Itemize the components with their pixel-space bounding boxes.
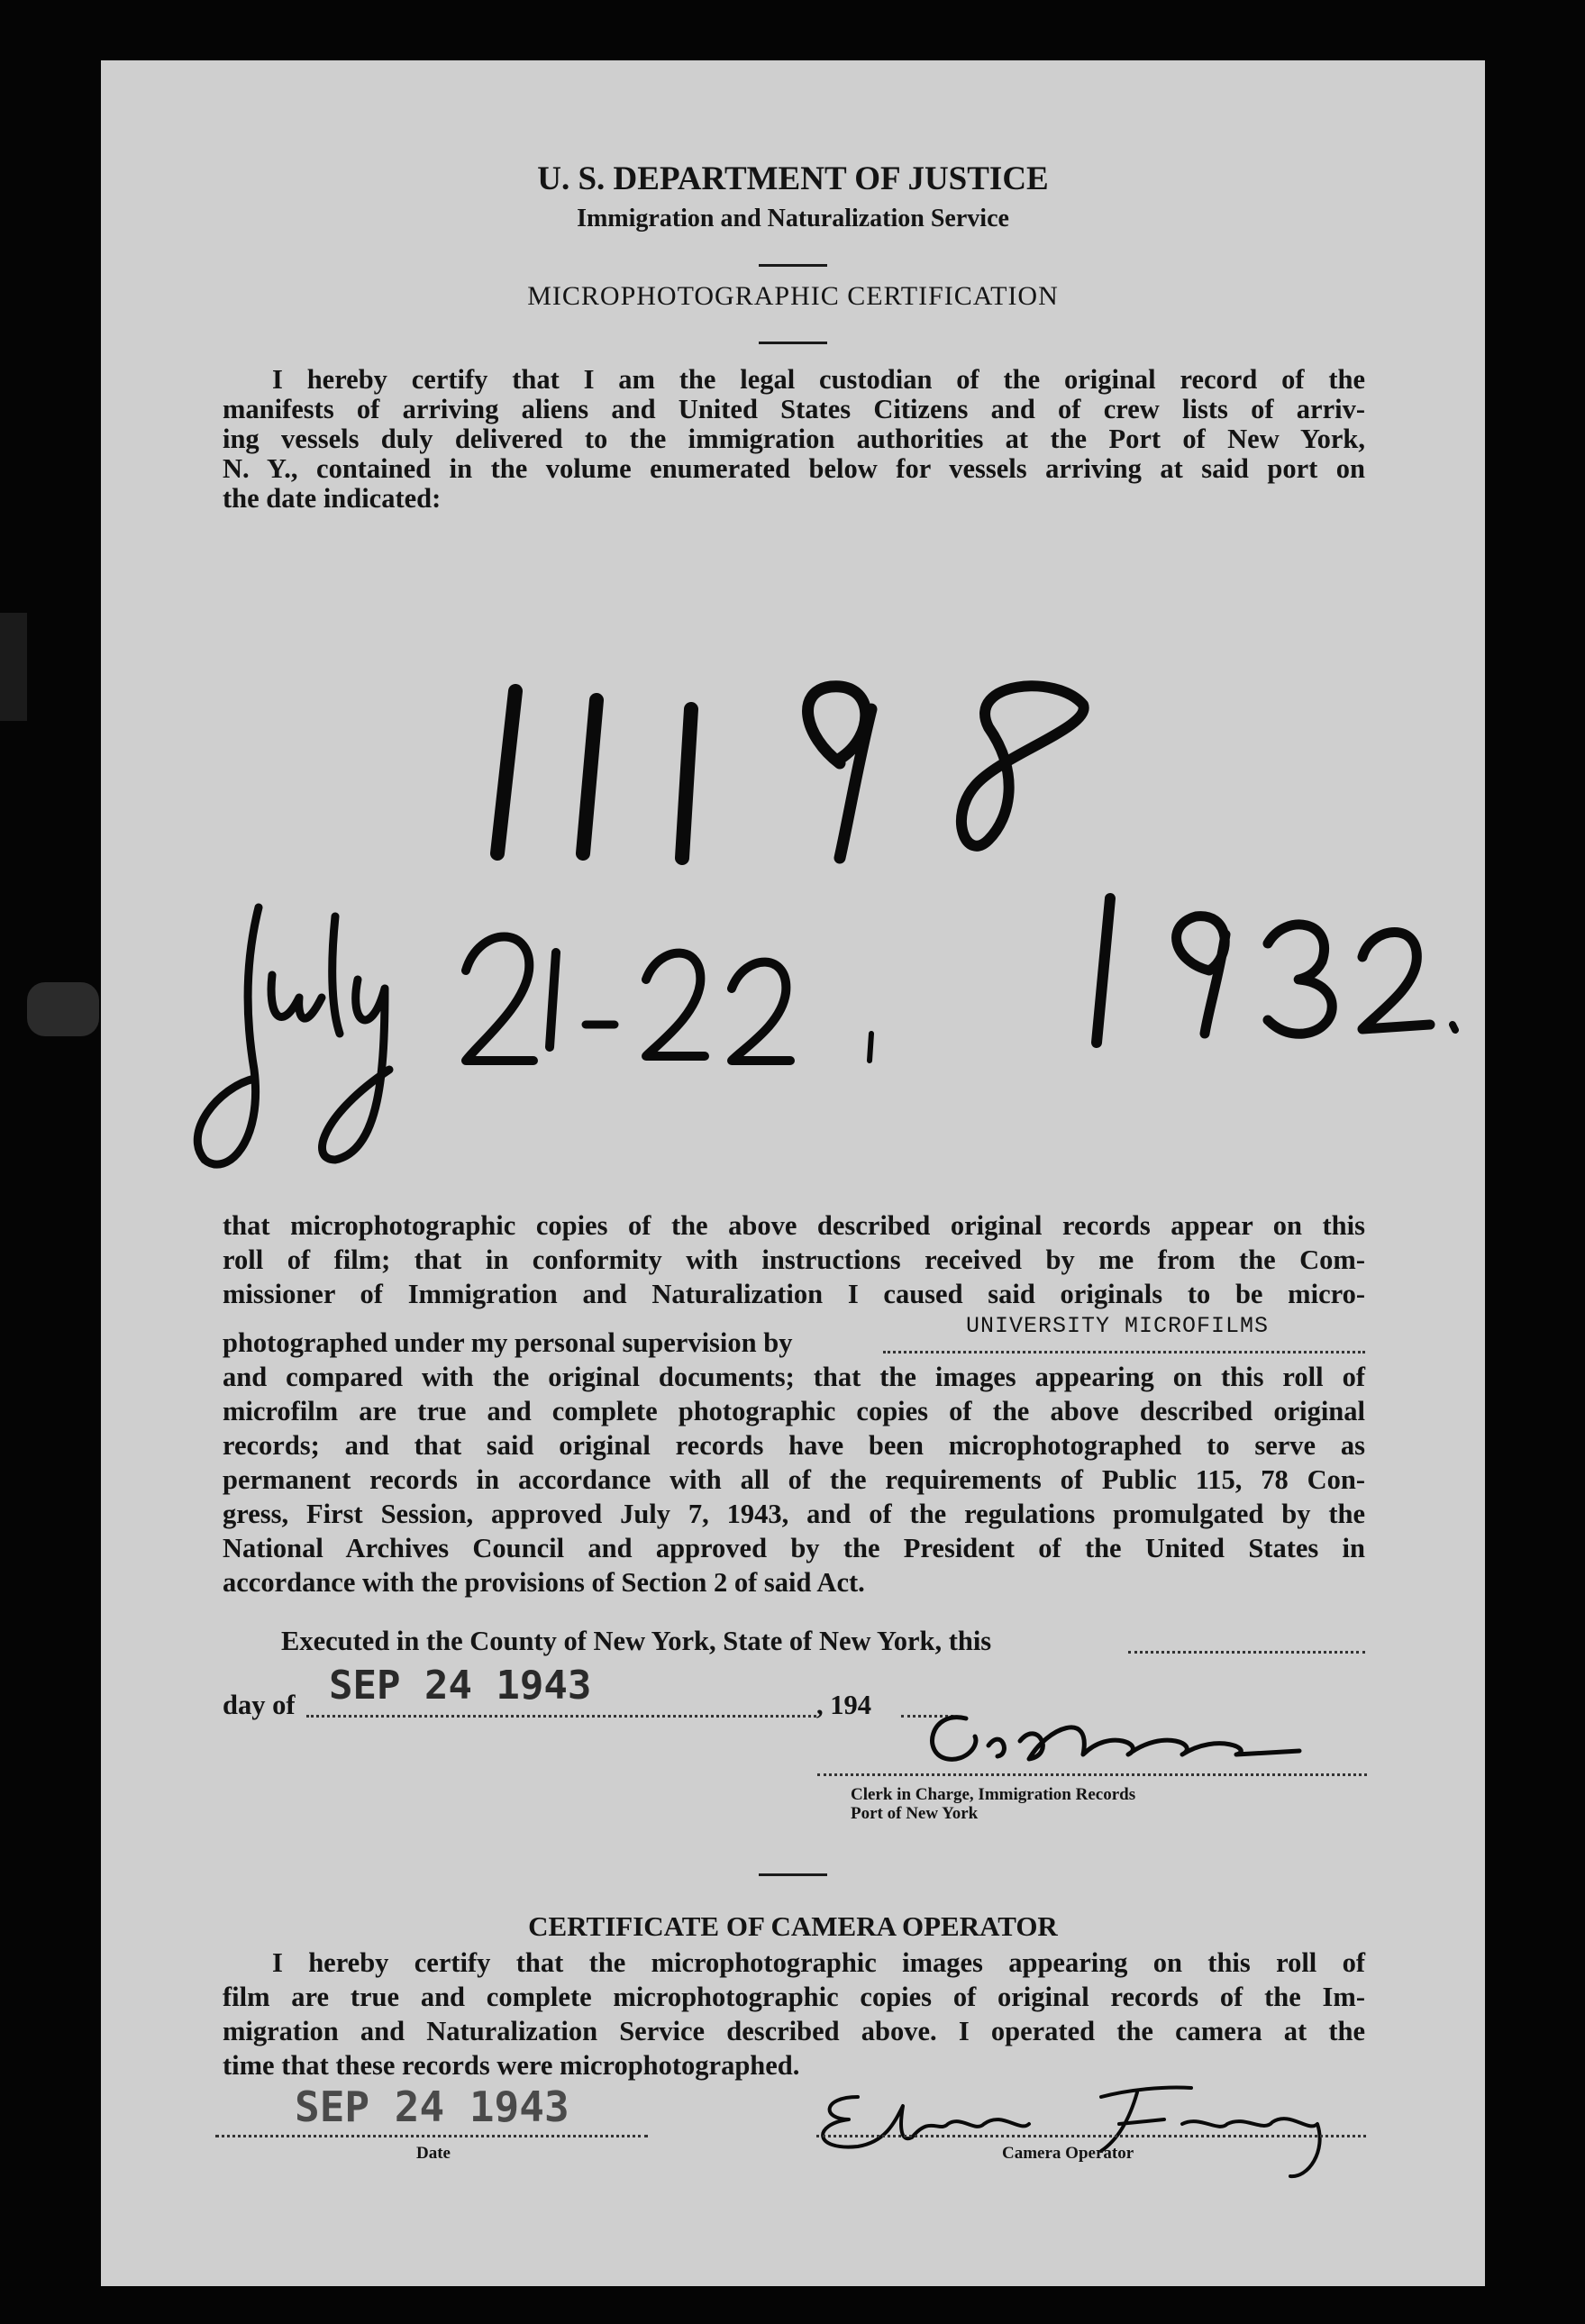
supervisor-name: UNIVERSITY MICROFILMS xyxy=(966,1313,1270,1339)
execution-day-blank xyxy=(1128,1651,1365,1654)
body-line: that microphotographic copies of the above described original records appear on this xyxy=(223,1210,1365,1241)
camera-operator-signature xyxy=(804,2070,1380,2187)
intro-line: N. Y., contained in the volume enumerated below for vessels arriving at said port on xyxy=(223,453,1365,484)
handwritten-year xyxy=(1074,871,1471,1079)
supervision-label: photographed under my personal supervision by xyxy=(223,1327,793,1358)
camera-line: film are true and complete microphotographic copies of original records of the Im- xyxy=(223,1982,1365,2012)
day-of-blank xyxy=(306,1715,816,1718)
execution-date-stamp: SEP 24 1943 xyxy=(329,1663,592,1709)
executed-statement: Executed in the County of New York, State of New York, this xyxy=(281,1626,992,1656)
camera-line: time that these records were microphotographed. xyxy=(223,2050,800,2081)
scan-edge-artifact xyxy=(27,982,99,1036)
intro-line: manifests of arriving aliens and United States Citizens and of crew lists of arriv- xyxy=(223,394,1365,424)
camera-operator-label: Camera Operator xyxy=(1002,2144,1134,2163)
day-of-label: day of xyxy=(223,1690,296,1720)
handwritten-date-range xyxy=(155,889,966,1187)
camera-operator-line xyxy=(816,2135,1366,2137)
camera-line: migration and Naturalization Service described above. I operated the camera at the xyxy=(223,2016,1365,2046)
department-heading: U. S. DEPARTMENT OF JUSTICE xyxy=(537,160,1049,197)
body-line: microfilm are true and complete photographic copies of the above described original xyxy=(223,1396,1365,1426)
body-line: roll of film; that in conformity with instructions received by me from the Com- xyxy=(223,1244,1365,1275)
title-divider xyxy=(759,342,827,344)
body-line: missioner of Immigration and Naturalization I caused said originals to be micro- xyxy=(223,1279,1365,1309)
body-line: gress, First Session, approved July 7, 1943, and of the regulations promulgated by the xyxy=(223,1499,1365,1529)
section-divider xyxy=(759,1873,827,1876)
intro-line: the date indicated: xyxy=(223,483,442,514)
body-line: accordance with the provisions of Section 2 of said Act. xyxy=(223,1567,865,1598)
form-title: MICROPHOTOGRAPHIC CERTIFICATION xyxy=(527,281,1059,311)
clerk-signature xyxy=(912,1691,1362,1782)
camera-date-stamp: SEP 24 1943 xyxy=(295,2082,569,2131)
clerk-signature-line xyxy=(817,1773,1367,1776)
intro-line: ing vessels duly delivered to the immigration authorities at the Port of New York, xyxy=(223,424,1365,454)
camera-line: I hereby certify that the microphotographic images appearing on this roll of xyxy=(272,1947,1365,1978)
certification-page xyxy=(101,60,1485,2286)
year-prefix: , 194 xyxy=(816,1690,871,1720)
camera-certificate-title: CERTIFICATE OF CAMERA OPERATOR xyxy=(528,1910,1058,1942)
camera-date-line xyxy=(215,2135,648,2137)
service-subheading: Immigration and Naturalization Service xyxy=(577,205,1009,232)
clerk-title: Clerk in Charge, Immigration Records xyxy=(851,1785,1136,1804)
scan-edge-artifact xyxy=(0,613,27,721)
camera-date-label: Date xyxy=(416,2144,451,2163)
body-line: National Archives Council and approved by the President of the United States in xyxy=(223,1533,1365,1563)
body-line: records; and that said original records have been microphotographed to serve as xyxy=(223,1430,1365,1461)
body-line: permanent records in accordance with all of the requirements of Public 115, 78 Con- xyxy=(223,1464,1365,1495)
clerk-office: Port of New York xyxy=(851,1804,979,1823)
body-line: and compared with the original documents; that the images appearing on this roll of xyxy=(223,1362,1365,1392)
handwritten-volume-number xyxy=(461,673,1146,880)
header-divider xyxy=(759,264,827,267)
supervisor-blank-line xyxy=(883,1351,1365,1353)
intro-line: I hereby certify that I am the legal custodian of the original record of the xyxy=(272,364,1365,395)
